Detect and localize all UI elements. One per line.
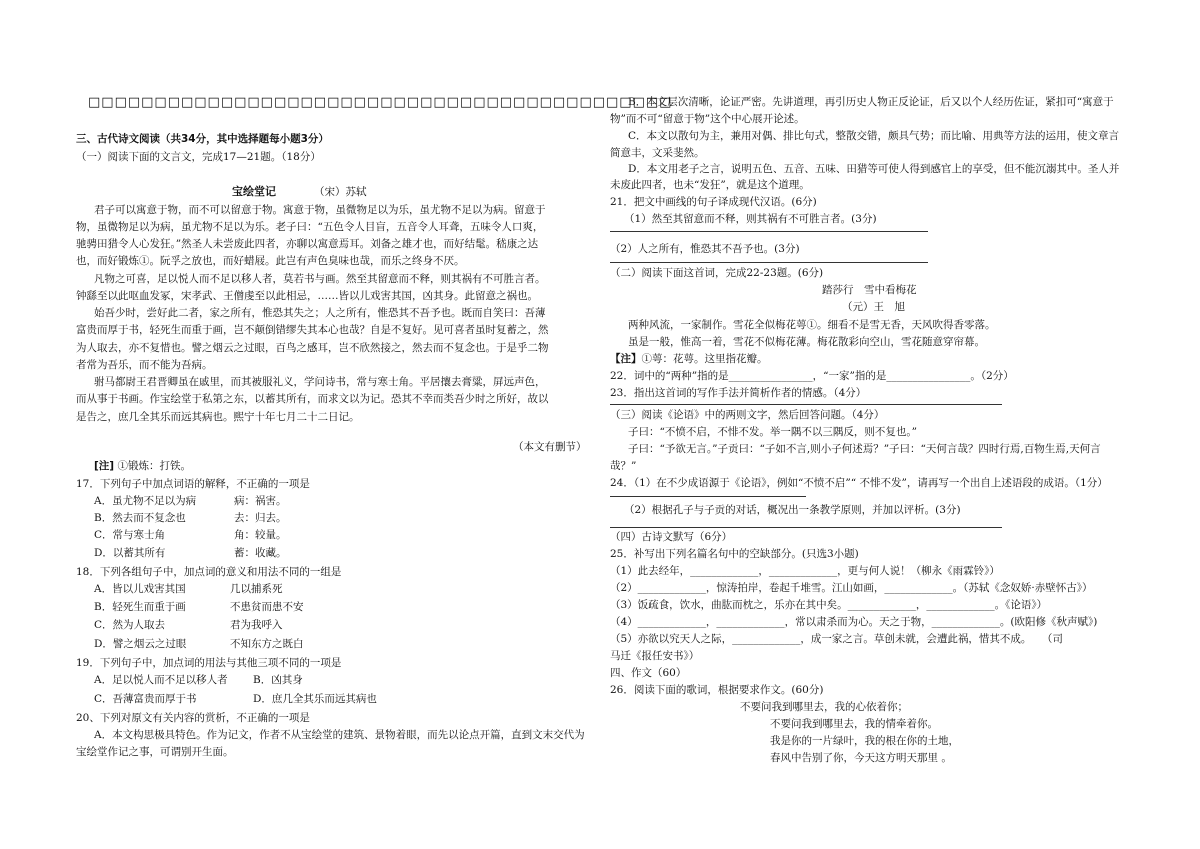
- essay-line: 而从事于书画。作宝绘堂于私第之东，以蓄其所有，而求文以为记。恐其不幸而类吾少时之所好，故以: [76, 393, 549, 405]
- q24-part1: 24．（1）在不少成语源于《论语》，例如“不愤不启”“ 不悱不发”，请再写一个出自上述语段的成语。（1分）: [610, 477, 1108, 489]
- answer-line[interactable]: [610, 231, 928, 232]
- poem-line: 两种风流，一家制作。雪花全似梅花萼①。细看不是雪无香，天风吹得香零落。: [628, 319, 996, 331]
- poem-note-label: 【注】: [610, 353, 642, 365]
- q20-option-c-line: 简意丰，文采斐然。: [610, 147, 705, 159]
- q17-option-a-gloss: 病：祸害。: [234, 495, 287, 507]
- answer-line[interactable]: [610, 404, 1002, 405]
- essay-line: 者常为吾乐，而不能为吾病。: [76, 359, 213, 371]
- q25-item-4: （4）_____________，_____________，常以肃杀而为心。天之于物，_____________。(欧阳修《秋声赋》): [610, 616, 1098, 628]
- essay-line: 钟繇至以此呕血发冢，宋孝武、王僧虔至以此相忌，……皆以儿戏害其国，凶其身。此留意之祸也。: [76, 290, 538, 302]
- answer-line[interactable]: [610, 496, 806, 497]
- q25-item-2: （2）_____________，惊涛拍岸，卷起千堆雪。江山如画，_____________。（苏轼《念奴娇·赤壁怀古》）: [610, 582, 1093, 594]
- q20: 20、下列对原文有关内容的赏析，不正确的一项是: [76, 712, 310, 724]
- q20-option-d-line: D．本文用老子之言，说明五色、五音、五味、田猎等可使人得到感官上的享受，但不能沉溺其中。圣人并: [628, 163, 1120, 175]
- q18-option-c-pair: 君为我呼入: [230, 619, 283, 631]
- poem-note: [610, 352, 768, 366]
- sub4-intro: （四）古诗文默写（6分）: [610, 531, 733, 543]
- q20-option-c-line: C．本文以散句为主，兼用对偶、排比句式，整散交错，颇具气势；而比喻、用典等方法的运用，使文章言: [628, 130, 1120, 142]
- q25-item-1: （1）此去经年，_____________，_____________，更与何人说！（柳永《雨霖铃》）: [610, 565, 1000, 577]
- q26: 26．阅读下面的歌词，根据要求作文。(60分): [610, 684, 824, 696]
- q18-option-c: C．然为人取去: [94, 619, 166, 631]
- q20-option-d-line: 未废此四者，也未“发狂”，就是这个道理。: [610, 179, 810, 191]
- q25-item-3: （3）饭疏食，饮水，曲肱而枕之，乐亦在其中矣。_____________，_____________。《论语》）: [610, 599, 1048, 611]
- section-title: 三、古代诗文阅读（共34分，其中选择题每小题3分）: [76, 133, 329, 145]
- section4-title: 四、作文（60）: [610, 667, 687, 679]
- q19-option-b: B．凶其身: [253, 674, 303, 686]
- q19-option-a: A．足以悦人而不足以移人者: [94, 674, 228, 686]
- poem-note-text: ①萼：花萼。这里指花瓣。: [641, 353, 768, 365]
- lunyu-quote-2-end: 哉？”: [610, 460, 637, 472]
- essay-line: 凡物之可喜，足以悦人而不足以移人者，莫若书与画。然至其留意而不释，则其祸有不可胜言者。: [94, 273, 546, 285]
- essay-line: 是告之，庶几全其乐而远其病也。熙宁十年七月二十二日记。: [76, 411, 360, 423]
- essay-line: 始吾少时，尝好此二者，家之所有，惟恐其失之；人之所有，惟恐其不吾予也。既而自笑曰：吾薄: [94, 307, 546, 319]
- q20-option-a-line: 宝绘堂作记之事，可谓别开生面。: [76, 746, 234, 758]
- q17-option-d: D．以蓄其所有: [94, 547, 166, 559]
- q20-option-b-line: 物”而不可“留意于物”这个中心展开论述。: [610, 113, 805, 125]
- song-line: 我是你的一片绿叶，我的根在你的土地，: [770, 735, 959, 747]
- q25-item-5-end: 马迁《报任安书》）: [610, 650, 700, 662]
- q23: 23．指出这首词的写作手法并简析作者的情感。（4分）: [610, 387, 867, 399]
- q18-option-a: A．皆以儿戏害其国: [94, 583, 186, 595]
- q18-option-d: D．譬之烟云之过眼: [94, 638, 187, 650]
- q18-option-b-pair: 不患贫而患不安: [230, 601, 304, 613]
- q18-option-a-pair: 几以捕系死: [230, 583, 283, 595]
- q18: 18．下列各组句子中，加点词的意义和用法不同的一组是: [76, 566, 342, 578]
- essay-line: 驸马都尉王君晋卿虽在戚里，而其被服礼义，学问诗书，常与寒士角。平居攘去膏粱，屏远声色，: [94, 376, 546, 388]
- essay-line: 君子可以寓意于物，而不可以留意于物。寓意于物，虽微物足以为乐，虽尤物不足以为病。留意于: [94, 204, 546, 216]
- q17-option-b: B．然去而不复念也: [94, 512, 186, 524]
- q24-part2: （2）根据孔子与子贡的对话，概况出一条教学原则，并加以评析。(3分): [624, 504, 961, 516]
- answer-line[interactable]: [610, 262, 928, 263]
- sub2-intro: （二）阅读下面这首词，完成22-23题。(6分): [610, 267, 824, 279]
- q18-option-b: B．轻死生而重于画: [94, 601, 186, 613]
- lunyu-quote-2: 子曰：“予欲无言。”子贡曰：“子如不言,则小子何述焉？”子曰：“天何言哉？四时行焉,百物生焉,天何言: [628, 443, 1101, 455]
- essay-author: （宋）苏轼: [314, 186, 367, 198]
- q21-part2: （2）人之所有，惟恐其不吾予也。(3分): [610, 243, 800, 255]
- q18-option-d-pair: 不知东方之既白: [230, 638, 304, 650]
- q21-part1: （1）然至其留意而不释，则其祸有不可胜言者。(3分): [624, 213, 877, 225]
- song-line: 不要问我到哪里去，我的心依着你；: [740, 701, 908, 713]
- essay-title: 宝绘堂记: [232, 185, 276, 198]
- q17-option-a: A．虽尤物不足以为病: [94, 495, 197, 507]
- q19-option-c: C．吾薄富贵而厚于书: [94, 693, 197, 705]
- q20-option-a-line: A．本文构思极具特色。作为记文，作者不从宝绘堂的建筑、景物着眼，而先以论点开篇，直到文末交代为: [94, 729, 585, 741]
- note: [94, 459, 191, 473]
- q17-option-c-gloss: 角：较量。: [234, 529, 287, 541]
- sub1-intro: （一）阅读下面的文言文，完成17—21题。（18分）: [76, 151, 321, 163]
- q25: 25．补写出下列名篇名句中的空缺部分。(只选3小题): [610, 548, 859, 560]
- lunyu-quote-1: 子曰：“不愤不启，不悱不发。举一隅不以三隅反，则不复也。”: [628, 426, 917, 438]
- sub3-intro: （三）阅读《论语》中的两则文字，然后回答问题。（4分）: [610, 409, 885, 421]
- q21: 21．把文中画线的句子译成现代汉语。(6分): [610, 196, 817, 208]
- q25-item-5: （5）亦欲以究天人之际，_____________，成一家之言。草创未就，会遭此祸，惜其不成。 （司: [610, 633, 1063, 645]
- q22: 22．词中的“两种”指的是________________，“一家”指的是________________。（2分）: [610, 370, 1014, 382]
- essay-line: 为人取去，亦不复惜也。譬之烟云之过眼，百鸟之感耳，岂不欣然接之，然去而不复念也。于是乎二物: [76, 342, 549, 354]
- essay-line: 也，而好锻炼①。阮孚之放也，而好蜡屐。此岂有声色臭味也哉，而乐之终身不厌。: [76, 255, 465, 267]
- q17-option-c: C．常与寒士角: [94, 529, 166, 541]
- note-label: [注]: [94, 460, 115, 472]
- poem-title: 踏莎行 雪中看梅花: [822, 284, 917, 296]
- q19: 19．下列句子中，加点词的用法与其他三项不同的一项是: [76, 657, 342, 669]
- poem-line: 虽是一般，惟高一着，雪花不似梅花薄。梅花散彩向空山，雪花随意穿帘幕。: [628, 336, 985, 348]
- q17-option-d-gloss: 蓄：收藏。: [234, 547, 287, 559]
- essay-line: 物，虽微物足以为病，虽尤物不足以为乐。老子曰：“五色令人目盲，五音令人耳聋，五味令人口爽，: [76, 221, 544, 233]
- song-line: 不要问我到哪里去，我的情牵着你。: [770, 718, 938, 730]
- note-text: ①锻炼：打铁。: [117, 460, 191, 472]
- garbled-header: □□□□□□□□□□□□□□□□□□□□□□□□□□□□□□□□□□□□□□□□□□□□: [88, 95, 673, 110]
- answer-line[interactable]: [610, 527, 1002, 528]
- essay-line: 驰骋田猎令人心发狂。”然圣人未尝废此四者，亦聊以寓意焉耳。刘备之雄才也，而好结髦。嵇康之达: [76, 238, 539, 250]
- essay-line: 富贵而厚于书，轻死生而重于画，岂不颠倒错缪失其本心也哉？自是不复好。见可喜者虽时复蓄之，然: [76, 324, 549, 336]
- q19-option-d: D．庶几全其乐而远其病也: [253, 693, 377, 705]
- q17-option-b-gloss: 去：归去。: [234, 512, 287, 524]
- essay-source-note: （本文有删节）: [513, 441, 587, 453]
- q17: 17．下列句子中加点词语的解释，不正确的一项是: [76, 478, 310, 490]
- poem-author: （元）王 旭: [842, 301, 905, 313]
- q20-option-b-line: B．本文层次清晰，论证严密。先讲道理，再引历史人物正反论证，后又以个人经历佐证，紧扣可“寓意于: [628, 96, 1114, 108]
- song-line: 春风中告别了你，今天这方明天那里 。: [770, 752, 952, 764]
